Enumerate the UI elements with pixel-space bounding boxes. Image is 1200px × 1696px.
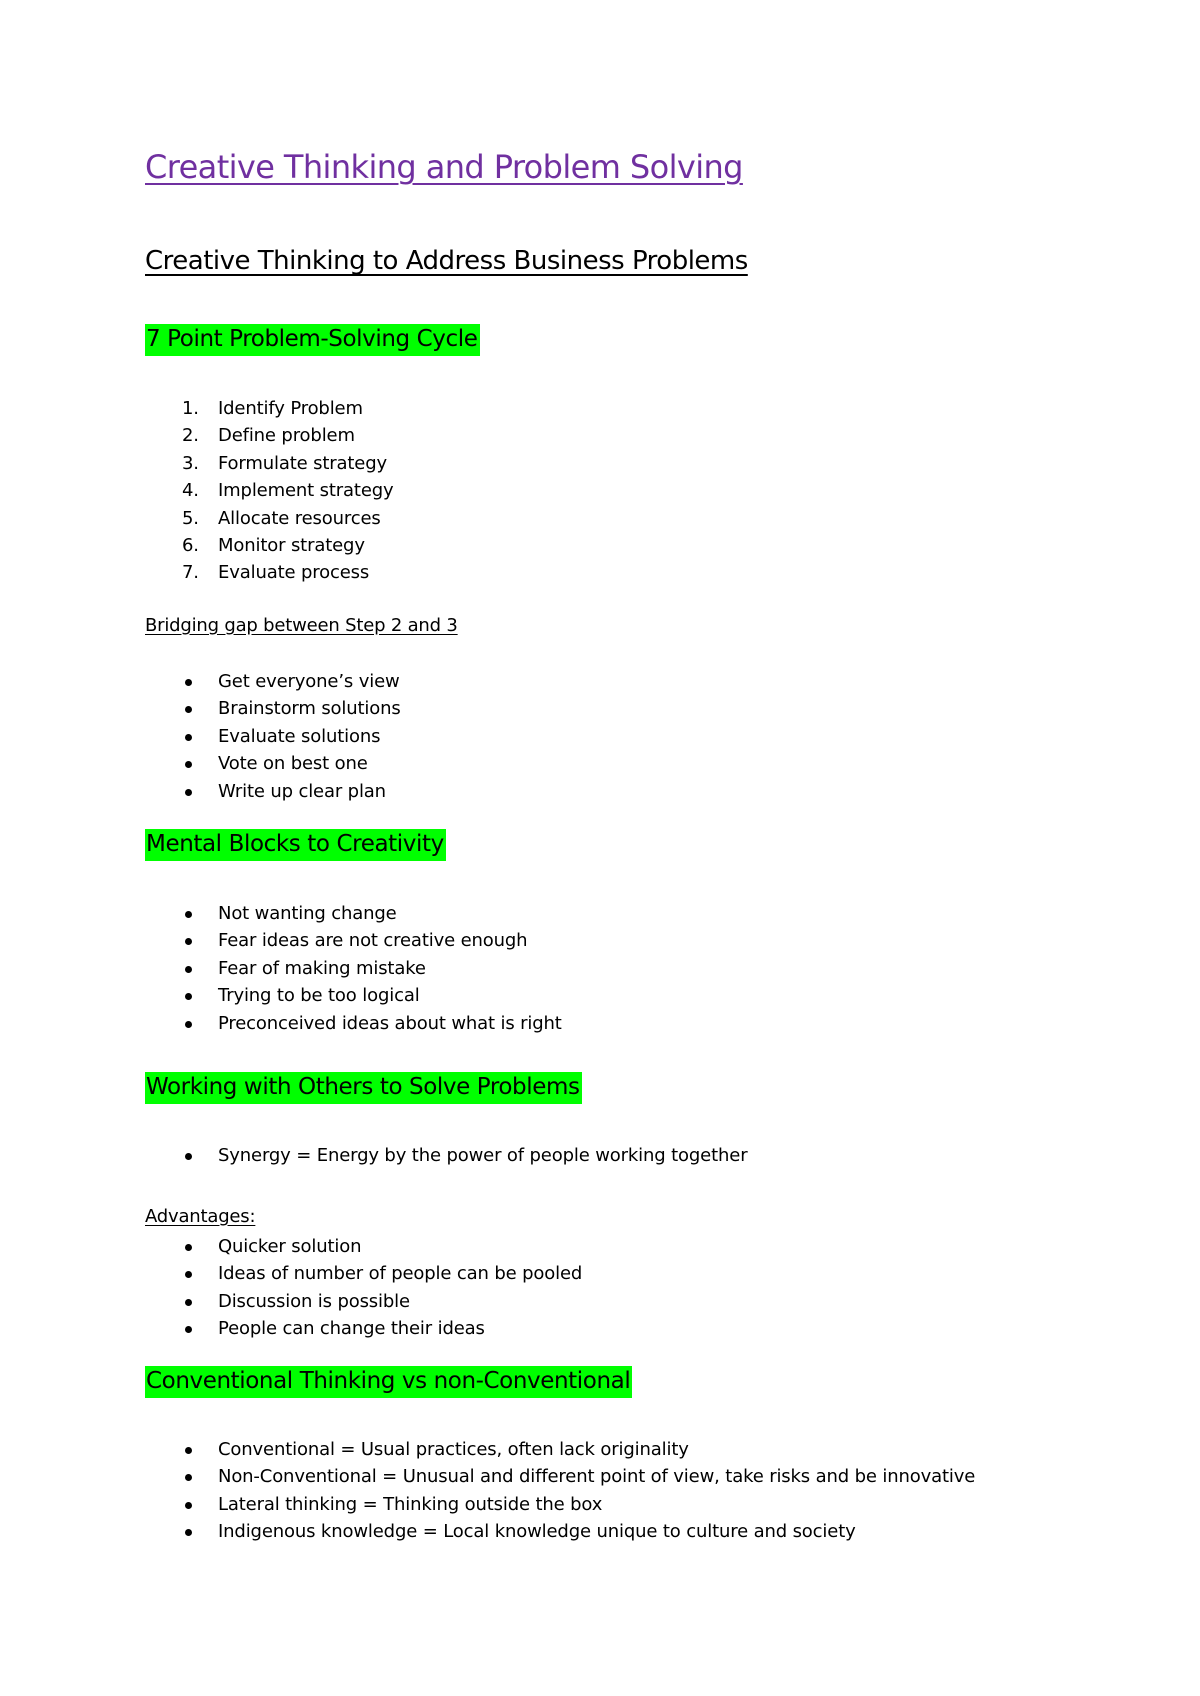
bullet-icon bbox=[185, 1326, 192, 1333]
list-item bbox=[145, 695, 401, 722]
bullet-icon bbox=[185, 734, 192, 741]
bullet-icon bbox=[185, 1244, 192, 1251]
list-item-text: Non-Conventional = Unusual and different point of view, take risks and be innovative bbox=[218, 1466, 976, 1488]
advantages-label: Advantages: bbox=[145, 1206, 256, 1227]
bullet-icon bbox=[185, 1299, 192, 1306]
list-item bbox=[145, 1260, 582, 1287]
list-number: 6. bbox=[182, 534, 199, 556]
bullet-icon bbox=[185, 966, 192, 973]
list-number: 2. bbox=[182, 425, 199, 447]
list-item bbox=[145, 982, 562, 1009]
bullet-icon bbox=[185, 761, 192, 768]
section-heading-working-with-others bbox=[145, 1074, 582, 1100]
bullet-icon bbox=[185, 1502, 192, 1509]
list-item-text: Allocate resources bbox=[218, 507, 381, 529]
bridging-gap-label: Bridging gap between Step 2 and 3 bbox=[145, 615, 458, 636]
list-item bbox=[145, 1436, 975, 1463]
list-item-text: Brainstorm solutions bbox=[218, 698, 401, 720]
list-item-text: Vote on best one bbox=[218, 753, 368, 775]
list-item-text: Implement strategy bbox=[218, 480, 394, 502]
list-number: 7. bbox=[182, 562, 199, 584]
list-item bbox=[145, 1463, 975, 1490]
bullet-icon bbox=[185, 1474, 192, 1481]
list-item bbox=[145, 750, 401, 777]
heading-highlight: Mental Blocks to Creativity bbox=[145, 829, 446, 861]
list-item-text: Write up clear plan bbox=[218, 780, 386, 802]
section-heading-conventional-thinking bbox=[145, 1368, 632, 1394]
working-with-others-list bbox=[145, 1142, 747, 1169]
list-item bbox=[145, 422, 394, 449]
list-item bbox=[145, 955, 562, 982]
list-item bbox=[145, 723, 401, 750]
list-item bbox=[145, 505, 394, 532]
list-item bbox=[145, 1315, 582, 1342]
bullet-icon bbox=[185, 706, 192, 713]
list-item-text: Evaluate process bbox=[218, 562, 370, 584]
list-number: 3. bbox=[182, 452, 199, 474]
list-item-text: Conventional = Usual practices, often lack originality bbox=[218, 1439, 689, 1460]
advantages-list bbox=[145, 1233, 582, 1343]
list-item-text: Synergy = Energy by the power of people working together bbox=[218, 1145, 748, 1166]
list-item-text: Formulate strategy bbox=[218, 452, 388, 474]
bullet-icon bbox=[185, 1021, 192, 1028]
list-item bbox=[145, 927, 562, 954]
list-item bbox=[145, 395, 394, 422]
page-title: Creative Thinking and Problem Solving bbox=[145, 148, 743, 186]
bullet-icon bbox=[185, 789, 192, 796]
list-item bbox=[145, 1518, 975, 1545]
list-item bbox=[145, 778, 401, 805]
list-item bbox=[145, 1010, 562, 1037]
list-item-text: Fear ideas are not creative enough bbox=[218, 930, 528, 952]
bullet-icon bbox=[185, 1153, 192, 1160]
bullet-icon bbox=[185, 1447, 192, 1454]
list-item-text: People can change their ideas bbox=[218, 1318, 485, 1340]
list-item bbox=[145, 559, 394, 586]
mental-blocks-list bbox=[145, 900, 562, 1037]
list-item bbox=[145, 532, 394, 559]
page-subtitle: Creative Thinking to Address Business Problems bbox=[145, 246, 748, 276]
list-item bbox=[145, 477, 394, 504]
heading-highlight: 7 Point Problem-Solving Cycle bbox=[145, 324, 480, 356]
list-item bbox=[145, 1142, 747, 1169]
section-heading-mental-blocks bbox=[145, 831, 446, 857]
list-number: 5. bbox=[182, 507, 199, 529]
list-item bbox=[145, 1233, 582, 1260]
list-item-text: Identify Problem bbox=[218, 398, 363, 419]
bullet-icon bbox=[185, 679, 192, 686]
list-item-text: Lateral thinking = Thinking outside the box bbox=[218, 1493, 603, 1515]
list-item bbox=[145, 1288, 582, 1315]
list-item-text: Monitor strategy bbox=[218, 534, 365, 556]
heading-highlight: Working with Others to Solve Problems bbox=[145, 1072, 582, 1104]
list-item-text: Define problem bbox=[218, 425, 355, 447]
bullet-icon bbox=[185, 1529, 192, 1536]
bullet-icon bbox=[185, 1271, 192, 1278]
list-item-text: Get everyone’s view bbox=[218, 671, 400, 692]
list-item-text: Quicker solution bbox=[218, 1236, 362, 1257]
conventional-thinking-list bbox=[145, 1436, 975, 1546]
heading-highlight: Conventional Thinking vs non-Conventional bbox=[145, 1366, 632, 1398]
list-item-text: Fear of making mistake bbox=[218, 957, 426, 979]
list-item-text: Not wanting change bbox=[218, 903, 397, 924]
list-item bbox=[145, 1491, 975, 1518]
list-item-text: Trying to be too logical bbox=[218, 985, 420, 1007]
list-item-text: Evaluate solutions bbox=[218, 725, 381, 747]
list-item-text: Preconceived ideas about what is right bbox=[218, 1012, 562, 1034]
list-item-text: Ideas of number of people can be pooled bbox=[218, 1263, 583, 1285]
bridging-gap-list bbox=[145, 668, 401, 805]
section-heading-problem-solving-cycle bbox=[145, 326, 480, 352]
bullet-icon bbox=[185, 911, 192, 918]
list-item-text: Indigenous knowledge = Local knowledge unique to culture and society bbox=[218, 1521, 856, 1543]
list-number: 1. bbox=[182, 398, 199, 419]
list-item bbox=[145, 900, 562, 927]
list-item-text: Discussion is possible bbox=[218, 1290, 410, 1312]
bullet-icon bbox=[185, 993, 192, 1000]
list-item bbox=[145, 450, 394, 477]
problem-solving-steps-list bbox=[145, 395, 394, 587]
list-number: 4. bbox=[182, 480, 199, 502]
list-item bbox=[145, 668, 401, 695]
bullet-icon bbox=[185, 938, 192, 945]
